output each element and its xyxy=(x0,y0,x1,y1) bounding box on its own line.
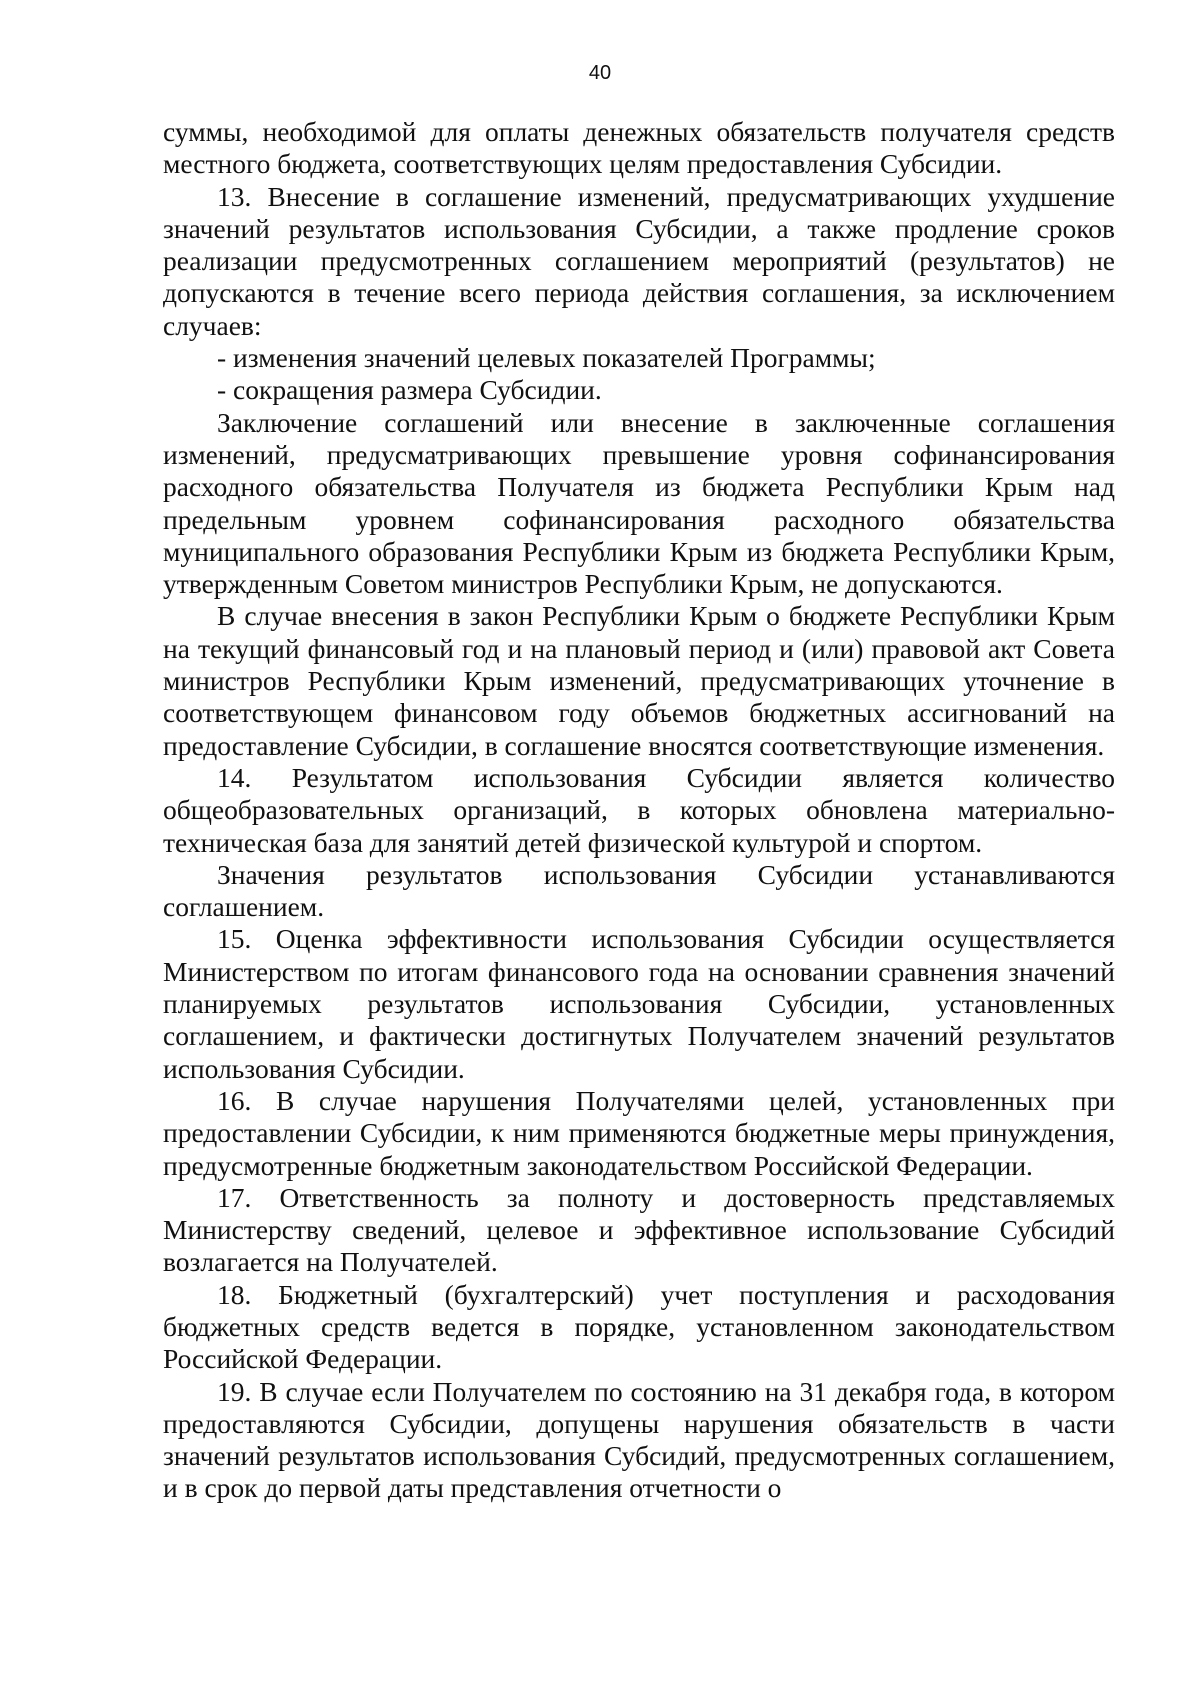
paragraph-budget-law-changes: В случае внесения в закон Республики Крым о бюджете Республики Крым на текущий финансовый год и на плановый период и (или) правовой акт Совета министров Республики Крым изменений, предусматривающих уточнение в соответствующем финансовом году объемов бюджетных ассигнований на предоставление Субсидии, в соглашение вносятся соответствующие изменения. xyxy=(163,600,1115,761)
document-body xyxy=(163,116,1115,1505)
list-item-subsidy-reduction: - сокращения размера Субсидии. xyxy=(217,374,602,406)
paragraph-item-17: 17. Ответственность за полноту и достоверность представляемых Министерству сведений, целевое и эффективное использование Субсидий возлагается на Получателей. xyxy=(163,1181,1115,1278)
paragraph-item-15: 15. Оценка эффективности использования Субсидии осуществляется Министерством по итогам финансового года на основании сравнения значений планируемых результатов использования Субсидии, установленных соглашением, и фактически достигнутых Получателем значений результатов использования Субсидии. xyxy=(163,923,1115,1084)
paragraph-item-16: 16. В случае нарушения Получателями целей, установленных при предоставлении Субсидии, к ним применяются бюджетные меры принуждения, предусмотренные бюджетным законодательством Российской Федерации. xyxy=(163,1084,1115,1181)
paragraph-item-19: 19. В случае если Получателем по состоянию на 31 декабря года, в котором предоставляются Субсидии, допущены нарушения обязательств в части значений результатов использования Субсидий, предусмотренных соглашением, и в срок до первой даты представления отчетности о xyxy=(163,1375,1115,1504)
paragraph-item-13: 13. Внесение в соглашение изменений, предусматривающих ухудшение значений результатов использования Субсидии, а также продление сроков реализации предусмотренных соглашением мероприятий (результатов) не допускаются в течение всего периода действия соглашения, за исключением случаев: xyxy=(163,180,1115,341)
paragraph-continuation: суммы, необходимой для оплаты денежных обязательств получателя средств местного бюджета, соответствующих целям предоставления Субсидии. xyxy=(163,116,1115,180)
page-number: 40 xyxy=(588,62,612,84)
paragraph-cofinancing: Заключение соглашений или внесение в заключенные соглашения изменений, предусматривающих превышение уровня софинансирования расходного обязательства Получателя из бюджета Республики Крым над предельным уровнем софинансирования расходного обязательства муниципального образования Республики Крым из бюджета Республики Крым, утвержденным Советом министров Республики Крым, не допускаются. xyxy=(163,406,1115,600)
paragraph-item-14: 14. Результатом использования Субсидии является количество общеобразовательных организаций, в которых обновлена материально-техническая база для занятий детей физической культурой и спортом. xyxy=(163,761,1115,858)
paragraph-item-18: 18. Бюджетный (бухгалтерский) учет поступления и расходования бюджетных средств ведется в порядке, установленном законодательством Российской Федерации. xyxy=(163,1278,1115,1375)
list-item-indicators: - изменения значений целевых показателей Программы; xyxy=(217,342,876,374)
paragraph-result-values: Значения результатов использования Субсидии устанавливаются соглашением. xyxy=(163,858,1115,923)
